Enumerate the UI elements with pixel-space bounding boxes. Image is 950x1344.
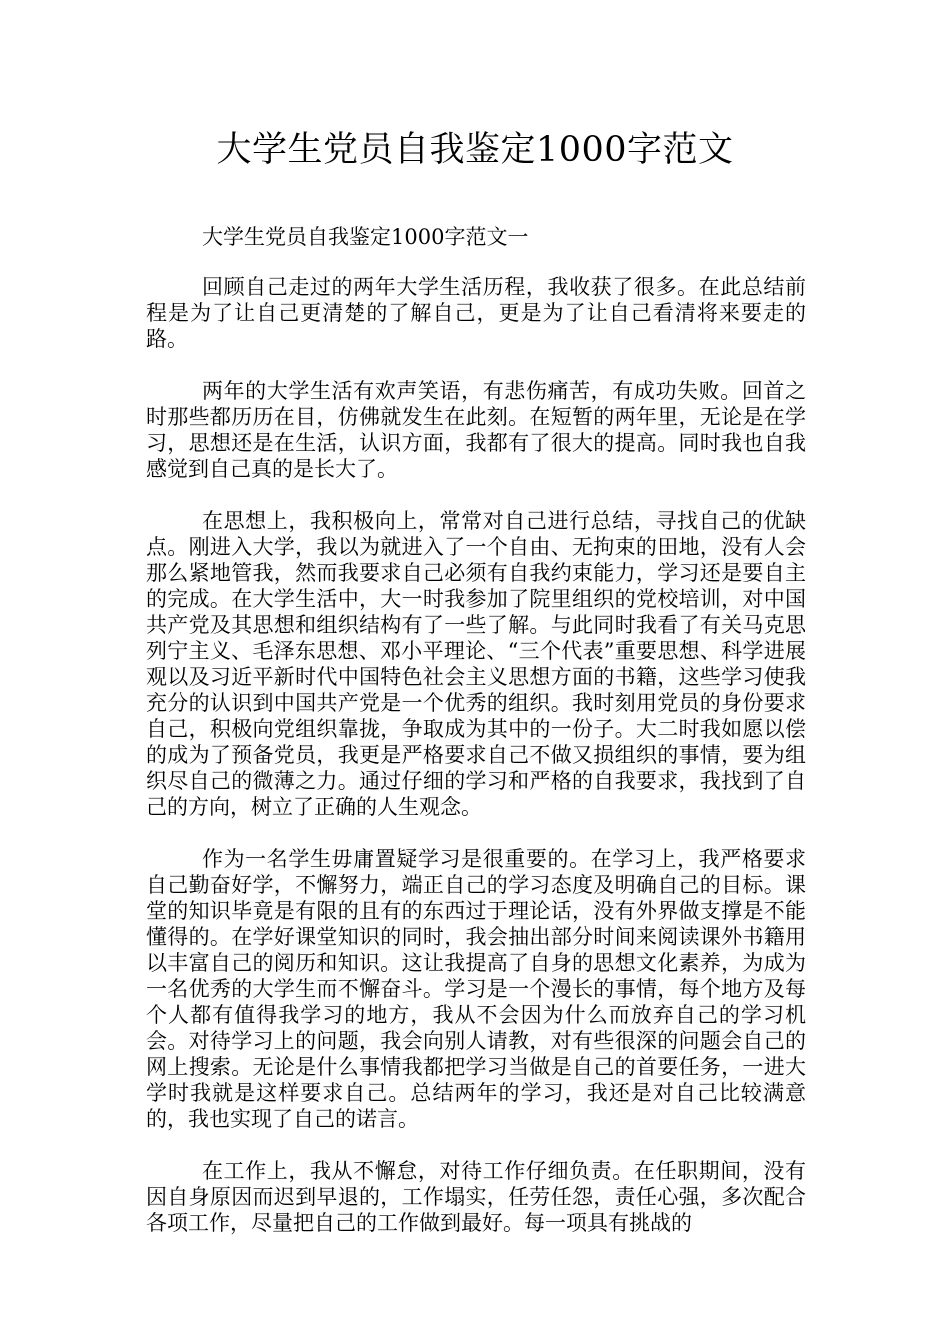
paragraph-3: 在思想上，我积极向上，常常对自己进行总结，寻找自己的优缺点。刚进入大学，我以为就进入了一个自由、无拘束的田地，没有人会那么紧地管我，然而我要求自己必须有自我约束能力，学习还是要自主的完成。在大学生活中，大一时我参加了院里组织的党校培训，对中国共产党及其思想和组织结构有了一些了解。与此同时我看了有关马克思列宁主义、毛泽东思想、邓小平理论、“三个代表”重要思想、科学进展观以及习近平新时代中国特色社会主义思想方面的书籍，这些学习使我充分的认识到中国共产党是一个优秀的组织。我时刻用党员的身份要求自己，积极向党组织靠拢，争取成为其中的一份子。大二时我如愿以偿的成为了预备党员，我更是严格要求自己不做又损组织的事情，要为组织尽自己的微薄之力。通过仔细的学习和严格的自我要求，我找到了自己的方向，树立了正确的人生观念。 bbox=[146, 509, 806, 819]
document-title: 大学生党员自我鉴定1000字范文 bbox=[216, 130, 734, 170]
paragraph-5: 在工作上，我从不懈怠，对待工作仔细负责。在任职期间，没有因自身原因而迟到早退的，工作塌实，任劳任怨，责任心强，多次配合各项工作，尽量把自己的工作做到最好。每一项具有挑战的 bbox=[146, 1159, 806, 1235]
paragraph-1: 回顾自己走过的两年大学生活历程，我收获了很多。在此总结前程是为了让自己更清楚的了解自己，更是为了让自己看清将来要走的路。 bbox=[146, 275, 806, 351]
paragraph-4: 作为一名学生毋庸置疑学习是很重要的。在学习上，我严格要求自己勤奋好学，不懈努力，端正自己的学习态度及明确自己的目标。课堂的知识毕竟是有限的且有的东西过于理论话，没有外界做支撑是不能懂得的。在学好课堂知识的同时，我会抽出部分时间来阅读课外书籍用以丰富自己的阅历和知识。这让我提高了自身的思想文化素养，为成为一名优秀的大学生而不懈奋斗。学习是一个漫长的事情，每个地方及每个人都有值得我学习的地方，我从不会因为什么而放弃自己的学习机会。对待学习上的问题，我会向别人请教，对有些很深的问题会自己的网上搜索。无论是什么事情我都把学习当做是自己的首要任务，一进大学时我就是这样要求自己。总结两年的学习，我还是对自己比较满意的，我也实现了自己的诺言。 bbox=[146, 847, 806, 1131]
section-subtitle: 大学生党员自我鉴定1000字范文一 bbox=[202, 225, 529, 249]
document-body bbox=[146, 224, 806, 1262]
paragraph-2: 两年的大学生活有欢声笑语，有悲伤痛苦，有成功失败。回首之时那些都历历在目，仿佛就发生在此刻。在短暂的两年里，无论是在学习，思想还是在生活，认识方面，我都有了很大的提高。同时我也自我感觉到自己真的是长大了。 bbox=[146, 379, 806, 481]
